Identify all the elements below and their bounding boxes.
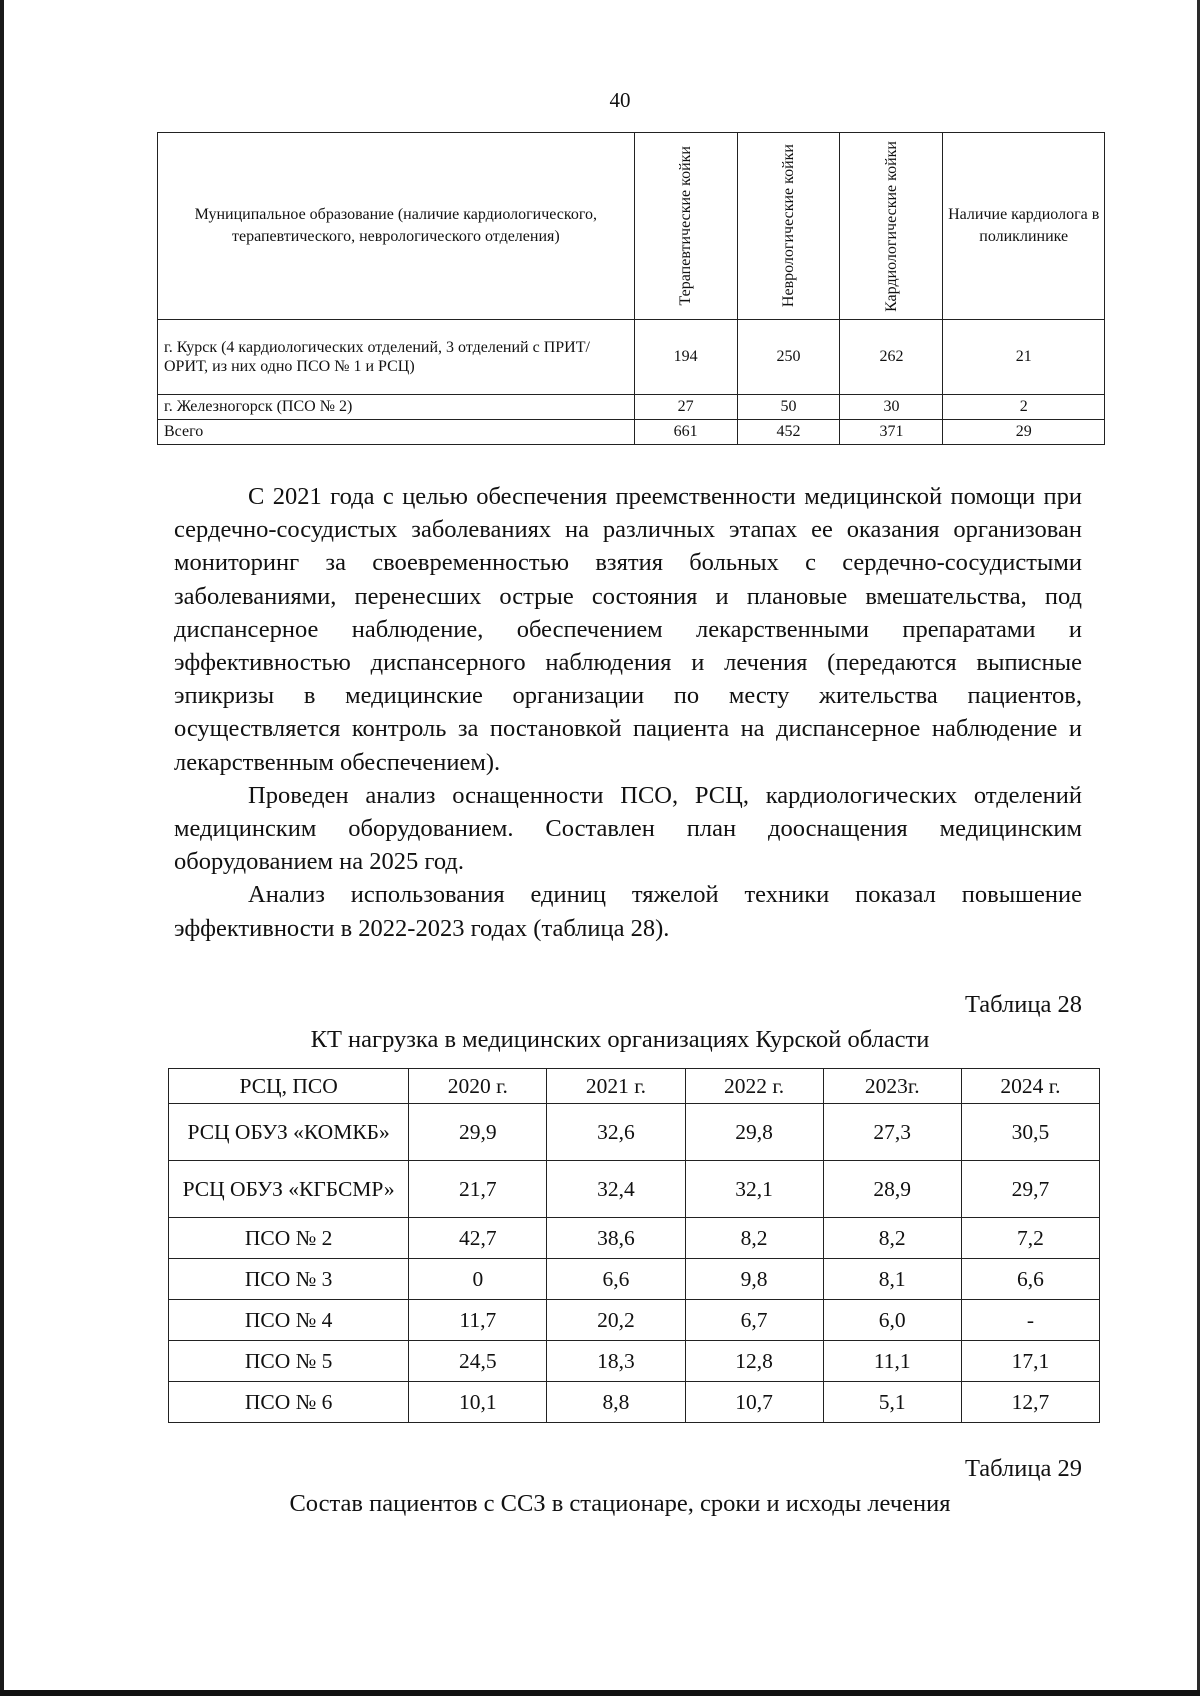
cell-value: 28,9 <box>823 1161 961 1218</box>
header-therapeutic <box>634 133 737 320</box>
cell-value: 17,1 <box>961 1341 1099 1382</box>
table29-label: Таблица 29 <box>964 1455 1082 1482</box>
table-row <box>169 1259 1100 1300</box>
table-row <box>158 320 1105 395</box>
table28-caption: КТ нагрузка в медицинских организациях Курской области <box>310 1026 930 1053</box>
cell-value: 29,8 <box>685 1104 823 1161</box>
cell-value: 27,3 <box>823 1104 961 1161</box>
row-org: ПСО № 2 <box>169 1218 409 1259</box>
cell-value: 32,4 <box>547 1161 685 1218</box>
header-year: 2023г. <box>823 1069 961 1104</box>
cell-value: 32,6 <box>547 1104 685 1161</box>
row-org: РСЦ ОБУЗ «КОМКБ» <box>169 1104 409 1161</box>
table-row <box>158 420 1105 445</box>
cell-value: 30,5 <box>961 1104 1099 1161</box>
header-cardiological-text: Кардиологические койки <box>882 140 900 312</box>
cell-value: 0 <box>409 1259 547 1300</box>
cell-therapeutic: 661 <box>634 420 737 445</box>
table-row <box>169 1300 1100 1341</box>
cell-value: 11,1 <box>823 1341 961 1382</box>
row-org: ПСО № 5 <box>169 1341 409 1382</box>
row-org: РСЦ ОБУЗ «КГБСМР» <box>169 1161 409 1218</box>
cell-value: 29,7 <box>961 1161 1099 1218</box>
cell-neurological: 50 <box>737 395 840 420</box>
cell-value: 6,0 <box>823 1300 961 1341</box>
ct-load-table <box>168 1068 1100 1423</box>
row-name: Всего <box>158 420 635 445</box>
header-year: 2022 г. <box>685 1069 823 1104</box>
header-therapeutic-text: Терапевтические койки <box>677 146 695 306</box>
row-org: ПСО № 3 <box>169 1259 409 1300</box>
cell-neurological: 452 <box>737 420 840 445</box>
beds-table <box>157 132 1105 445</box>
cell-value: 12,8 <box>685 1341 823 1382</box>
cell-value: 8,2 <box>685 1218 823 1259</box>
table-row <box>169 1382 1100 1423</box>
cell-value: 8,2 <box>823 1218 961 1259</box>
table-row <box>169 1218 1100 1259</box>
scan-left-edge <box>0 0 4 1696</box>
cell-value: 8,8 <box>547 1382 685 1423</box>
header-year: 2024 г. <box>961 1069 1099 1104</box>
cell-value: 6,6 <box>547 1259 685 1300</box>
cell-value: 38,6 <box>547 1218 685 1259</box>
page-number: 40 <box>609 88 631 112</box>
cell-cardiological: 30 <box>840 395 943 420</box>
header-year: 2021 г. <box>547 1069 685 1104</box>
row-org: ПСО № 6 <box>169 1382 409 1423</box>
cell-value: 10,7 <box>685 1382 823 1423</box>
header-cardiological <box>840 133 943 320</box>
cell-value: 11,7 <box>409 1300 547 1341</box>
table-header-row <box>158 133 1105 320</box>
cell-cardiological: 262 <box>840 320 943 395</box>
cell-value: 7,2 <box>961 1218 1099 1259</box>
cell-value: 9,8 <box>685 1259 823 1300</box>
table29-caption: Состав пациентов с ССЗ в стационаре, сроки и исходы лечения <box>289 1490 951 1517</box>
table-header-row <box>169 1069 1100 1104</box>
table28-label: Таблица 28 <box>964 991 1082 1018</box>
cell-value: 42,7 <box>409 1218 547 1259</box>
row-org: ПСО № 4 <box>169 1300 409 1341</box>
cell-therapeutic: 194 <box>634 320 737 395</box>
header-year: 2020 г. <box>409 1069 547 1104</box>
cell-value: 12,7 <box>961 1382 1099 1423</box>
cell-value: 32,1 <box>685 1161 823 1218</box>
header-org: РСЦ, ПСО <box>169 1069 409 1104</box>
cell-cardiological: 371 <box>840 420 943 445</box>
cell-value: 21,7 <box>409 1161 547 1218</box>
cell-value: 29,9 <box>409 1104 547 1161</box>
table-row <box>169 1341 1100 1382</box>
header-municipality: Муниципальное образование (наличие кардиологического, терапевтического, неврологического отделения) <box>158 133 635 320</box>
table-row <box>169 1104 1100 1161</box>
cell-cardiologist: 29 <box>943 420 1105 445</box>
paragraph: Анализ использования единиц тяжелой техники показал повышение эффективности в 2022-2023 годах (таблица 28). <box>174 881 1082 942</box>
table-row <box>169 1161 1100 1218</box>
cell-value: 24,5 <box>409 1341 547 1382</box>
cell-value: 6,7 <box>685 1300 823 1341</box>
cell-value: 10,1 <box>409 1382 547 1423</box>
cell-value: 5,1 <box>823 1382 961 1423</box>
scan-bottom-edge <box>0 1690 1200 1696</box>
cell-value: 18,3 <box>547 1341 685 1382</box>
row-name: г. Курск (4 кардиологических отделений, 3 отделений с ПРИТ/ОРИТ, из них одно ПСО № 1 и РСЦ) <box>158 320 635 395</box>
cell-therapeutic: 27 <box>634 395 737 420</box>
cell-value: 20,2 <box>547 1300 685 1341</box>
paragraph: Проведен анализ оснащенности ПСО, РСЦ, кардиологических отделений медицинским оборудованием. Составлен план дооснащения медицинским оборудованием на 2025 год. <box>174 781 1082 876</box>
body-text <box>174 480 1082 945</box>
paragraph: С 2021 года с целью обеспечения преемственности медицинской помощи при сердечно-сосудистых заболеваниях на различных этапах ее оказания организован мониторинг за своевременностью взятия больных с сердечно-сосудистыми заболеваниями, перенесших острые состояния и плановые вмешательства, под диспансерное наблюдение, обеспечением лекарственными препаратами и эффективностью диспансерного наблюдения и лечения (передаются выписные эпикризы в медицинские организации по месту жительства пациентов, осуществляется контроль за постановкой пациента на диспансерное наблюдение и лекарственным обеспечением). <box>174 483 1082 776</box>
header-neurological <box>737 133 840 320</box>
cell-value: 6,6 <box>961 1259 1099 1300</box>
row-name: г. Железногорск (ПСО № 2) <box>158 395 635 420</box>
cell-cardiologist: 2 <box>943 395 1105 420</box>
cell-value: 8,1 <box>823 1259 961 1300</box>
cell-cardiologist: 21 <box>943 320 1105 395</box>
table-row <box>158 395 1105 420</box>
cell-neurological: 250 <box>737 320 840 395</box>
cell-value: - <box>961 1300 1099 1341</box>
header-neurological-text: Неврологические койки <box>780 144 798 308</box>
header-cardiologist: Наличие кардиолога в поликлинике <box>943 133 1105 320</box>
